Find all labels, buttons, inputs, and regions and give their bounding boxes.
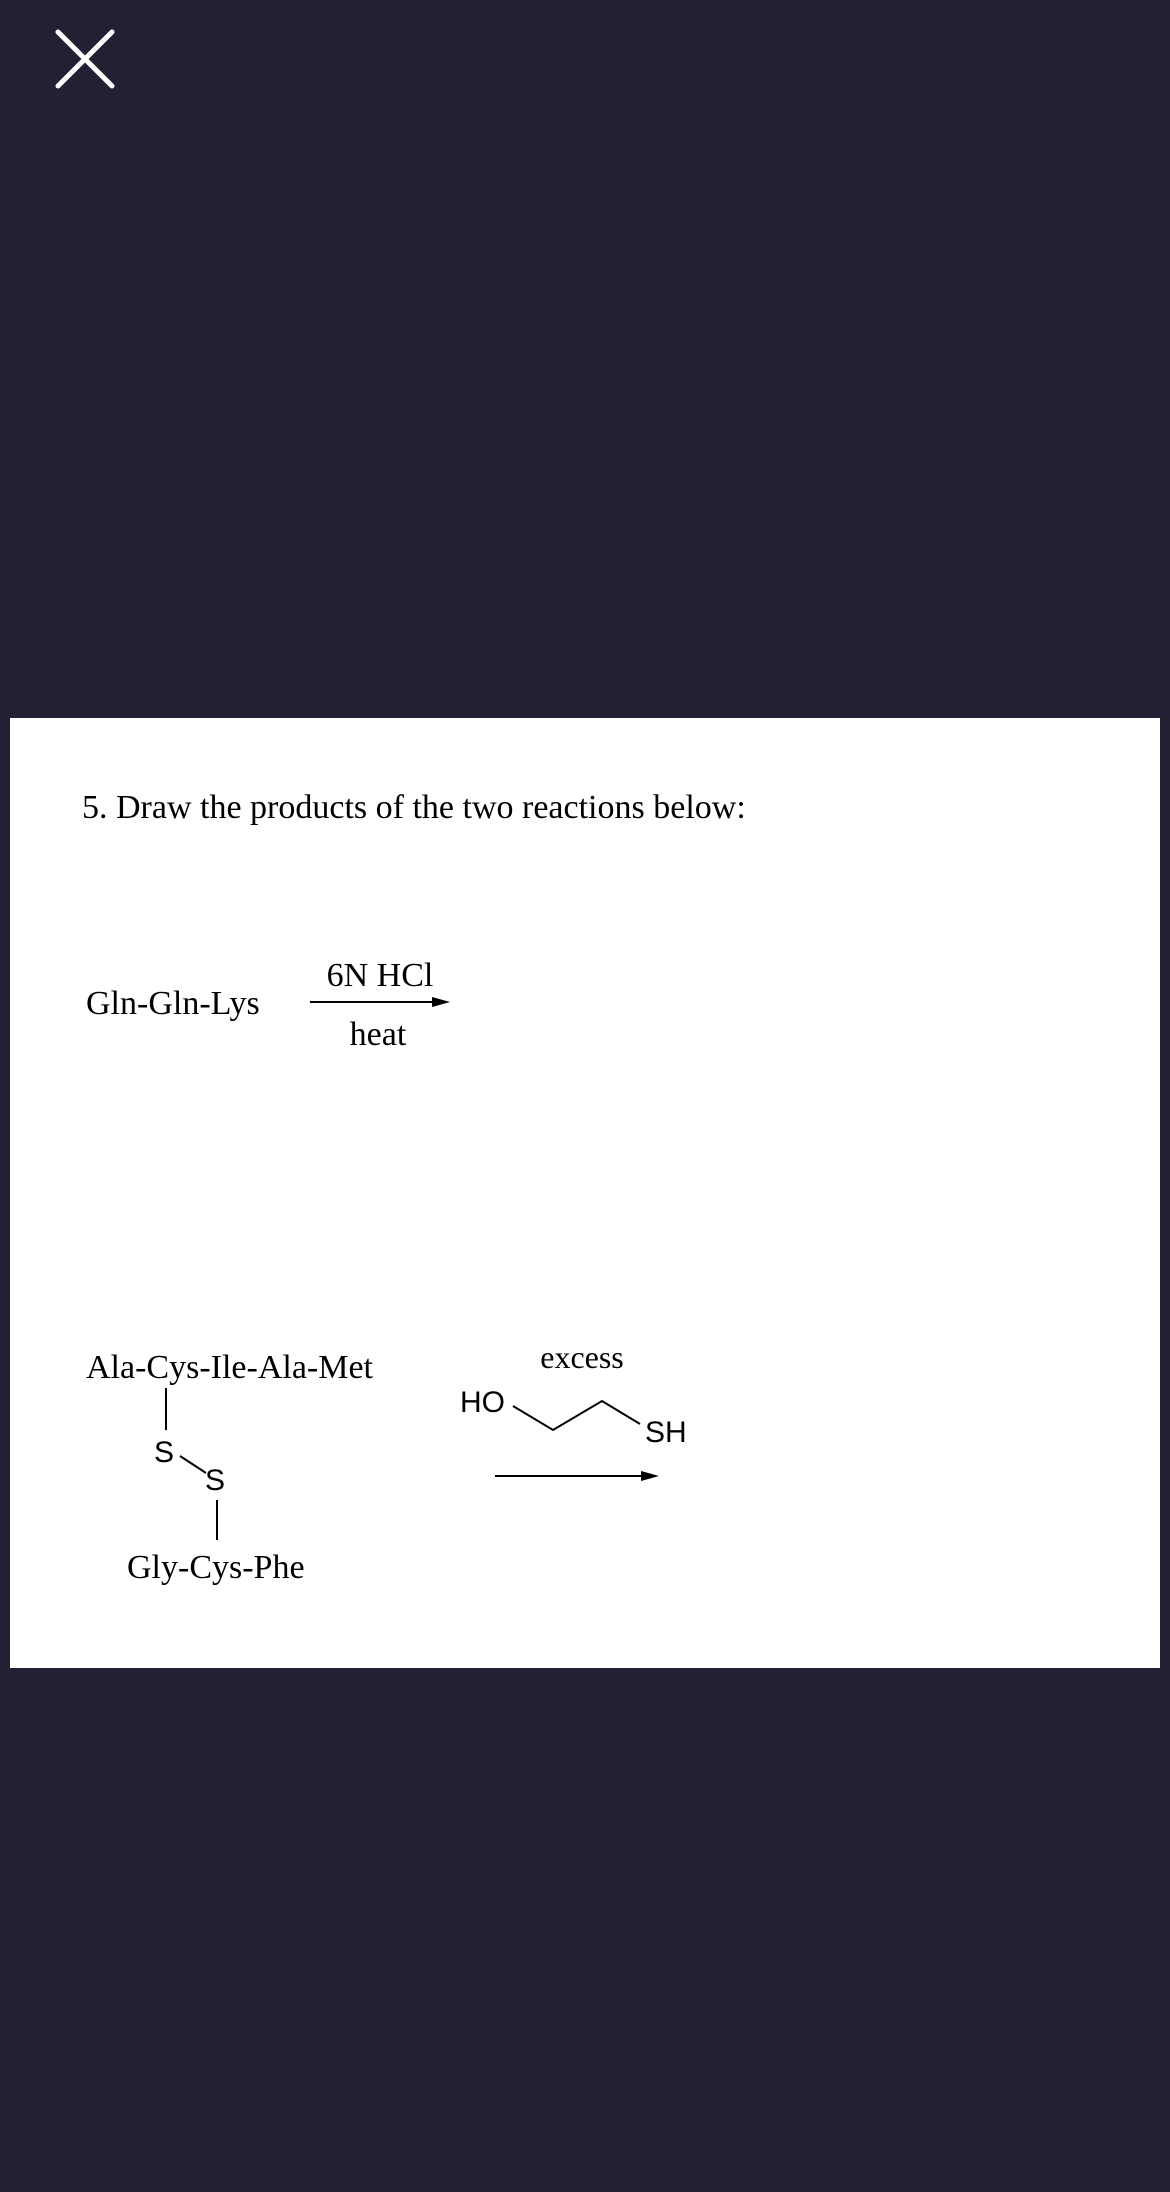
- question-figure: [10, 718, 1160, 1668]
- reaction1-reactant: Gln-Gln-Lys: [86, 985, 260, 1022]
- question-text: 5. Draw the products of the two reactions below:: [82, 789, 746, 826]
- close-icon: [40, 14, 130, 104]
- reaction2-reagent-label: excess: [540, 1339, 624, 1375]
- sulfur-atom-1: S: [154, 1436, 175, 1469]
- reaction2-chain-bottom: Gly-Cys-Phe: [127, 1549, 305, 1586]
- sulfur-atom-2: S: [205, 1464, 226, 1497]
- reaction1-arrow: [310, 997, 450, 1007]
- question-image: [10, 718, 1160, 1668]
- close-button[interactable]: [40, 14, 130, 104]
- reaction1-reagent-top: 6N HCl: [326, 957, 434, 994]
- reagent-sh: SH: [645, 1416, 687, 1449]
- reaction2-arrow: [495, 1471, 659, 1481]
- reagent-skeleton: [513, 1401, 640, 1430]
- reaction2-chain-top: Ala-Cys-Ile-Ala-Met: [86, 1349, 374, 1386]
- reagent-ho: HO: [460, 1386, 505, 1419]
- reaction1-reagent-bottom: heat: [349, 1016, 407, 1053]
